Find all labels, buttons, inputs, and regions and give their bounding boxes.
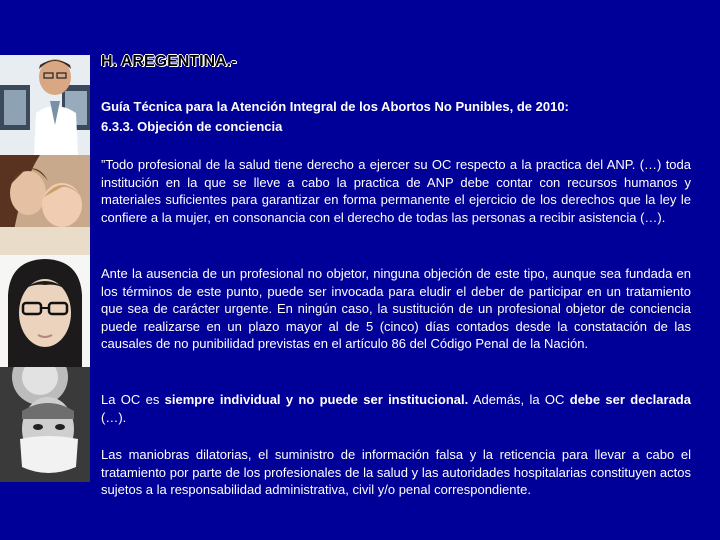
document-title: Guía Técnica para la Atención Integral de los Abortos No Punibles, de 2010: <box>101 99 569 114</box>
masked-surgeon-photo <box>0 367 90 482</box>
paragraph-right-to-object: ”Todo profesional de la salud tiene derecho a ejercer su OC respecto a la practica del ANP. (…) toda institución en la que se lleve a cabo la practica de ANP debe contar con recursos humanos y materiales suficientes para garantizar en forma permanente el ejercicio de los derechos que la ley le confiere a la mujer, en consonancia con el derecho de todas las personas a recibir asistencia (…). <box>101 157 691 225</box>
mother-baby-photo <box>0 155 90 255</box>
young-woman-glasses-photo <box>0 255 90 367</box>
emphasis-declared: debe ser declarada <box>569 392 691 407</box>
slide-title: H. AREGENTINA.- <box>101 53 237 70</box>
section-heading: 6.3.3. Objeción de conciencia <box>101 119 283 134</box>
emphasis-individual: siempre individual y no puede ser institucional. <box>164 392 469 407</box>
paragraph-absence-of-non-objector: Ante la ausencia de un profesional no objetor, ninguna objeción de este tipo, aunque sea fundada en los términos de este punto, puede ser invocada para eludir el deber de participar en un tratamiento que sea de carácter urgente. En ningún caso, la sustitución de un profesional objetor de conciencia puede realizarse en un plazo mayor al de 5 (cinco) días contados desde la constatación de las causales de no punibilidad previstas en el artículo 86 del Código Penal de la Nación. <box>101 266 691 352</box>
text-segment: La OC es <box>101 392 165 407</box>
paragraph-responsibility: Las maniobras dilatorias, el suministro de información falsa y la reticencia para llevar a cabo el tratamiento por parte de los profesionales de la salud y las autoridades hospitalarias constituyen actos sujetos a la responsabilidad administrativa, civil y/o penal correspondiente. <box>101 447 691 498</box>
document-reference <box>101 97 691 137</box>
doctor-xray-photo <box>0 55 90 155</box>
paragraph-oc-individual <box>101 391 691 426</box>
photo-strip <box>0 0 90 540</box>
text-segment: Además, la OC <box>468 392 570 407</box>
text-segment: (…). <box>101 409 127 425</box>
